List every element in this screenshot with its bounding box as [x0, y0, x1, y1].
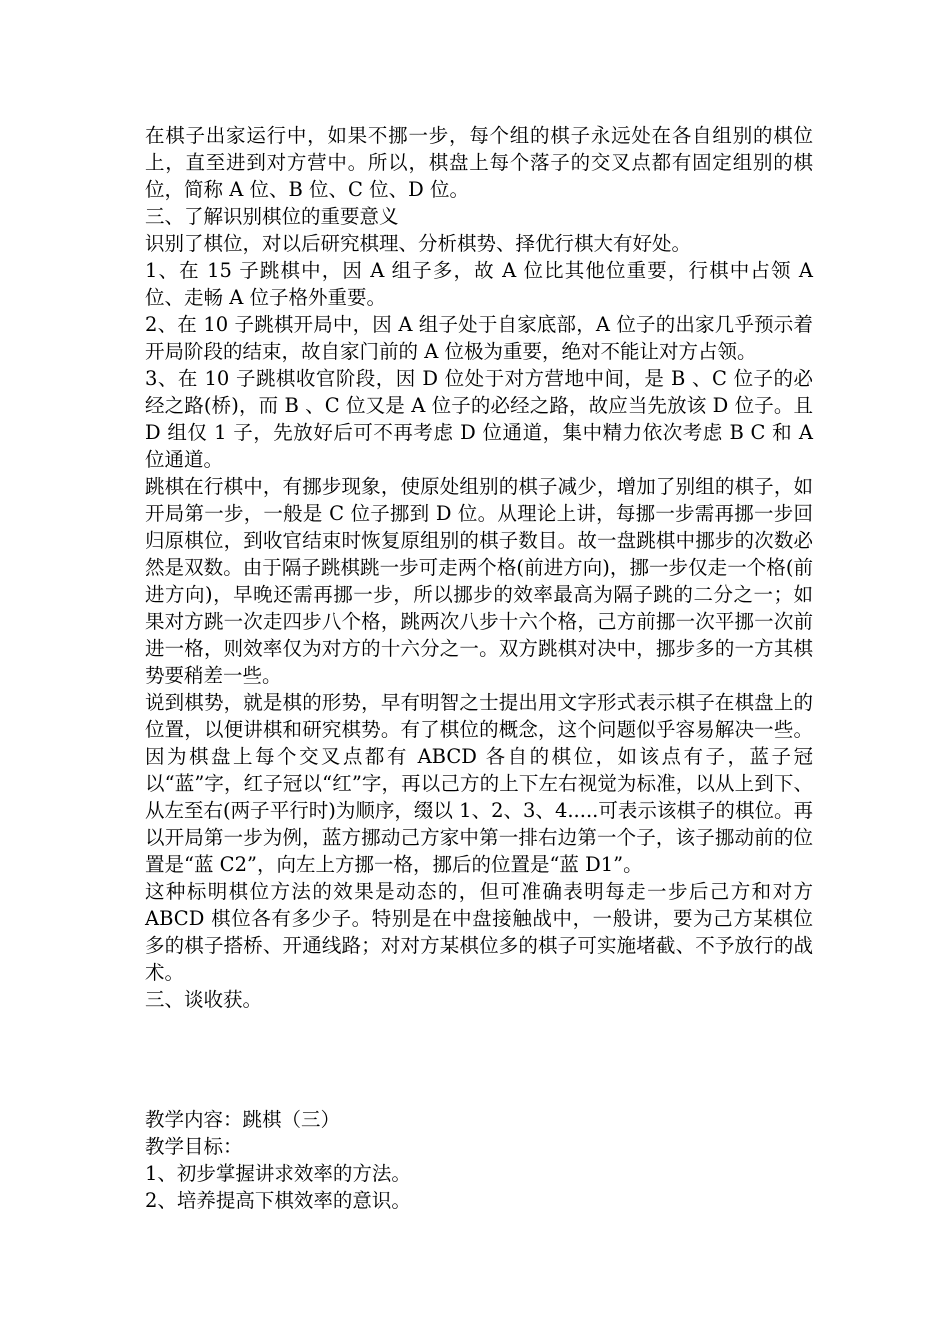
paragraph-situation: 说到棋势，就是棋的形势，早有明智之士提出用文字形式表示棋子在棋盘上的位置，以便讲棋和研究棋势。有了棋位的概念，这个问题似乎容易解决一些。因为棋盘上每个交叉点都有 ABCD 各自的棋位，如该点有子，蓝子冠以“蓝”字，红子冠以“红”字，再以己方的上下左右视觉为标准，以从上到下、从左至右(两子平行时)为顺序，缀以 1、2、3、4.....可表示该棋子的棋位。再以开局第一步为例，蓝方挪动己方家中第一排右边第一个子，该子挪动前的位置是“蓝 C2”，向左上方挪一格，挪后的位置是“蓝 D1”。 — [145, 691, 813, 876]
list-item-2: 2、在 10 子跳棋开局中，因 A 组子处于自家底部，A 位子的出家几乎预示着开局阶段的结束，故自家门前的 A 位极为重要，绝对不能让对方占领。 — [145, 313, 813, 363]
paragraph-intro: 识别了棋位，对以后研究棋理、分析棋势、择优行棋大有好处。 — [145, 232, 692, 255]
list-item-3: 3、在 10 子跳棋收官阶段，因 D 位处于对方营地中间，是 B 、C 位子的必经之路(桥)，而 B 、C 位又是 A 位子的必经之路，故应当先放该 D 位子。且 D 组仅 1 子，先放好后可不再考虑 D 位通道，集中精力依次考虑 B C 和 A 位通道。 — [145, 367, 813, 471]
body-section — [145, 122, 813, 1013]
document-page — [145, 122, 813, 1214]
heading-harvest: 三、谈收获。 — [145, 988, 263, 1011]
section-spacer — [145, 1013, 813, 1106]
lesson-goal-1: 1、初步掌握讲求效率的方法。 — [145, 1162, 411, 1185]
paragraph-moves: 跳棋在行棋中，有挪步现象，使原处组别的棋子减少，增加了别组的棋子，如开局第一步，一般是 C 位子挪到 D 位。从理论上讲，每挪一步需再挪一步回归原棋位，到收官结束时恢复原组别的棋子数目。故一盘跳棋中挪步的次数必然是双数。由于隔子跳棋跳一步可走两个格(前进方向)，挪一步仅走一个格(前进方向)，早晚还需再挪一步，所以挪步的效率最高为隔子跳的二分之一；如果对方跳一次走四步八个格，跳两次八步十六个格，己方前挪一次平挪一次前进一格，则效率仅为对方的十六分之一。双方跳棋对决中，挪步多的一方其棋势要稍差一些。 — [145, 475, 813, 687]
lesson-content: 教学内容：跳棋（三） — [145, 1108, 341, 1131]
paragraph-chess-positions: 在棋子出家运行中，如果不挪一步，每个组的棋子永远处在各自组别的棋位上，直至进到对方营中。所以，棋盘上每个落子的交叉点都有固定组别的棋位，简称 A 位、B 位、C 位、D 位。 — [145, 124, 813, 201]
paragraph-method: 这种标明棋位方法的效果是动态的，但可准确表明每走一步后己方和对方 ABCD 棋位各有多少子。特别是在中盘接触战中，一般讲，要为己方某棋位多的棋子搭桥、开通线路；对对方某棋位多的棋子可实施堵截、不予放行的战术。 — [145, 880, 813, 984]
lesson-goals-heading: 教学目标： — [145, 1135, 243, 1158]
heading-importance: 三、了解识别棋位的重要意义 — [145, 205, 399, 228]
list-item-1: 1、在 15 子跳棋中，因 A 组子多，故 A 位比其他位重要，行棋中占领 A 位、走畅 A 位子格外重要。 — [145, 259, 813, 309]
lesson-section — [145, 1106, 813, 1214]
lesson-goal-2: 2、培养提高下棋效率的意识。 — [145, 1189, 411, 1212]
